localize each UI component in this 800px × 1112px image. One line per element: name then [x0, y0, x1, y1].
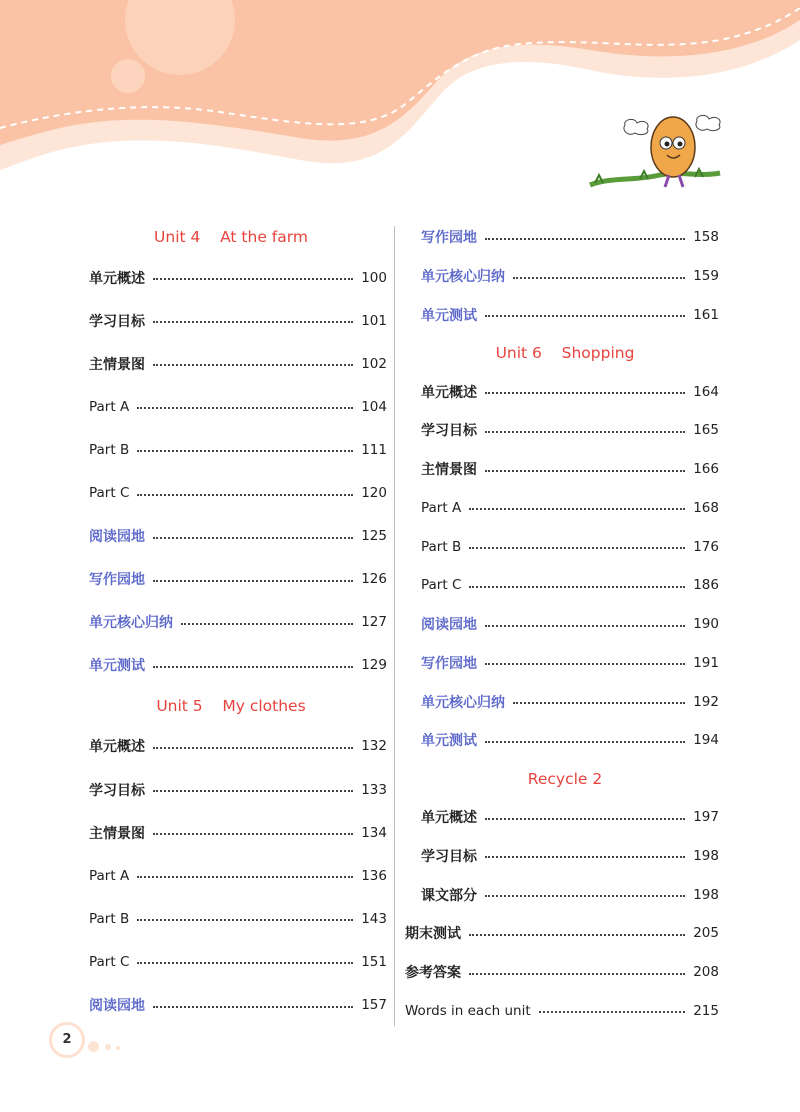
- toc-entry-page: 198: [693, 847, 719, 864]
- toc-entry-label: 参考答案: [405, 965, 461, 982]
- toc-entry[interactable]: [89, 984, 387, 1027]
- dot-leader: [485, 624, 685, 627]
- toc-entry[interactable]: [89, 897, 387, 940]
- toc-entry-page: 186: [693, 577, 719, 594]
- toc-entry[interactable]: [405, 914, 719, 953]
- unit-heading: Unit 4 At the farm: [154, 228, 308, 246]
- dot-leader: [469, 507, 685, 510]
- toc-entry-page: 101: [361, 312, 387, 329]
- toc-entry-page: 194: [693, 732, 719, 749]
- toc-entry[interactable]: [405, 992, 719, 1031]
- toc-entry-label: 单元核心归纳: [89, 615, 173, 632]
- toc-entry-page: 133: [361, 781, 387, 798]
- toc-entry[interactable]: [89, 558, 387, 601]
- toc-entry-page: 198: [693, 886, 719, 903]
- toc-entry[interactable]: [405, 489, 719, 528]
- toc-left-column: [89, 218, 387, 1027]
- toc-entry-label: Part B: [89, 910, 130, 927]
- dot-leader: [153, 536, 353, 539]
- toc-entry-label: 阅读园地: [89, 998, 145, 1015]
- dot-leader: [485, 662, 685, 665]
- dot-leader: [153, 832, 353, 835]
- toc-entry-label: Part C: [89, 485, 130, 502]
- toc-entry-label: Part B: [89, 441, 130, 458]
- toc-entry-label: 学习目标: [421, 848, 477, 865]
- mango-character-icon: [585, 105, 725, 195]
- toc-entry[interactable]: [89, 940, 387, 983]
- dot-leader: [485, 817, 685, 820]
- toc-entry-label: 课文部分: [421, 887, 477, 904]
- dot-leader: [485, 469, 685, 472]
- dot-leader: [469, 546, 685, 549]
- toc-entry[interactable]: [89, 601, 387, 644]
- toc-entry-label: 单元概述: [89, 739, 145, 756]
- toc-entry-label: 写作园地: [421, 230, 477, 247]
- toc-entry-label: 学习目标: [421, 423, 477, 440]
- toc-entry-page: 125: [361, 528, 387, 545]
- toc-entry-page: 168: [693, 499, 719, 516]
- dot-leader: [153, 746, 353, 749]
- toc-entry[interactable]: [405, 953, 719, 992]
- toc-entry[interactable]: [405, 798, 719, 837]
- toc-entry-page: 126: [361, 571, 387, 588]
- toc-entry-label: 单元概述: [421, 810, 477, 827]
- toc-entry-page: 132: [361, 738, 387, 755]
- toc-entry[interactable]: [89, 725, 387, 768]
- dot-leader: [469, 972, 685, 975]
- decorative-dot: [88, 1041, 99, 1052]
- toc-entry-label: 学习目标: [89, 313, 145, 330]
- dot-leader: [469, 933, 685, 936]
- dot-leader: [137, 449, 353, 452]
- toc-entry-page: 104: [361, 398, 387, 415]
- toc-entry[interactable]: [89, 299, 387, 342]
- toc-entry-page: 151: [361, 953, 387, 970]
- toc-entry[interactable]: [405, 875, 719, 914]
- toc-entry-label: 主情景图: [421, 462, 477, 479]
- unit-heading: Recycle 2: [527, 769, 603, 788]
- toc-entry-page: 129: [361, 657, 387, 674]
- toc-entry-label: 写作园地: [89, 572, 145, 589]
- toc-entry[interactable]: [89, 811, 387, 854]
- toc-entry[interactable]: [89, 342, 387, 385]
- dot-leader: [153, 277, 353, 280]
- toc-entry-label: 单元测试: [89, 658, 145, 675]
- toc-entry[interactable]: [405, 218, 719, 257]
- dot-leader: [181, 622, 353, 625]
- toc-entry-page: 166: [693, 461, 719, 478]
- toc-entry[interactable]: [89, 428, 387, 471]
- toc-entry-page: 215: [693, 1002, 719, 1019]
- toc-entry[interactable]: [405, 566, 719, 605]
- toc-entry-page: 208: [693, 964, 719, 981]
- toc-entry[interactable]: [405, 411, 719, 450]
- toc-entry-page: 176: [693, 538, 719, 555]
- toc-entry[interactable]: [405, 644, 719, 683]
- toc-entry-page: 134: [361, 824, 387, 841]
- toc-entry-label: Part A: [89, 398, 130, 415]
- toc-entry-label: 单元测试: [421, 307, 477, 324]
- toc-entry-page: 165: [693, 422, 719, 439]
- toc-entry-label: 阅读园地: [421, 617, 477, 634]
- toc-entry-label: 单元核心归纳: [421, 694, 505, 711]
- toc-entry-label: 阅读园地: [89, 529, 145, 546]
- dot-leader: [485, 430, 685, 433]
- unit-heading: Unit 5 My clothes: [156, 696, 306, 715]
- toc-entry-label: 单元核心归纳: [421, 269, 505, 286]
- dot-leader: [485, 314, 685, 317]
- toc-entry[interactable]: [89, 256, 387, 299]
- toc-entry-page: 157: [361, 997, 387, 1014]
- toc-entry-label: Words in each unit: [405, 1002, 531, 1019]
- toc-entry-page: 164: [693, 383, 719, 400]
- toc-entry-page: 127: [361, 614, 387, 631]
- toc-entry[interactable]: [405, 682, 719, 721]
- unit-heading: Unit 6 Shopping: [495, 344, 635, 363]
- toc-entry-label: 期末测试: [405, 926, 461, 943]
- dot-leader: [153, 579, 353, 582]
- dot-leader: [539, 1010, 685, 1013]
- toc-entry-label: 主情景图: [89, 825, 145, 842]
- column-divider: [394, 226, 395, 1026]
- toc-entry-label: Part C: [421, 577, 462, 594]
- toc-entry-label: Part A: [89, 867, 130, 884]
- toc-entry[interactable]: [89, 768, 387, 811]
- dot-leader: [137, 918, 353, 921]
- toc-entry-page: 102: [361, 355, 387, 372]
- dot-leader: [469, 585, 685, 588]
- dot-leader: [153, 789, 353, 792]
- dot-leader: [137, 961, 353, 964]
- toc-entry-page: 197: [693, 809, 719, 826]
- toc-entry-page: 158: [693, 229, 719, 246]
- toc-entry[interactable]: [405, 721, 719, 760]
- toc-entry[interactable]: [89, 644, 387, 687]
- toc-entry-label: 单元测试: [421, 733, 477, 750]
- toc-entry[interactable]: [405, 527, 719, 566]
- toc-entry-label: Part A: [421, 499, 462, 516]
- toc-entry-label: 学习目标: [89, 782, 145, 799]
- dot-leader: [137, 493, 353, 496]
- toc-entry-label: 单元概述: [89, 270, 145, 287]
- toc-entry-page: 111: [361, 441, 387, 458]
- toc-entry[interactable]: [405, 372, 719, 411]
- toc-entry-page: 191: [693, 654, 719, 671]
- toc-entry[interactable]: [89, 515, 387, 558]
- dot-leader: [485, 855, 685, 858]
- toc-entry-label: 主情景图: [89, 356, 145, 373]
- dot-leader: [153, 1005, 353, 1008]
- dot-leader: [485, 391, 685, 394]
- toc-entry[interactable]: [89, 854, 387, 897]
- dot-leader: [153, 363, 353, 366]
- toc-entry-page: 192: [693, 693, 719, 710]
- dot-leader: [485, 740, 685, 743]
- dot-leader: [137, 875, 353, 878]
- toc-entry-page: 100: [361, 269, 387, 286]
- dot-leader: [153, 320, 353, 323]
- toc-entry-page: 159: [693, 268, 719, 285]
- decorative-dot: [105, 1044, 111, 1050]
- toc-entry-page: 190: [693, 616, 719, 633]
- toc-entry[interactable]: [89, 471, 387, 514]
- decorative-dot: [116, 1046, 120, 1050]
- toc-entry[interactable]: [89, 385, 387, 428]
- toc-entry-page: 143: [361, 910, 387, 927]
- toc-entry-label: Part B: [421, 538, 462, 555]
- toc-entry-page: 136: [361, 867, 387, 884]
- toc-entry-label: 单元概述: [421, 384, 477, 401]
- dot-leader: [485, 237, 685, 240]
- toc-entry-label: 写作园地: [421, 655, 477, 672]
- dot-leader: [513, 276, 685, 279]
- page-number: 2: [49, 1022, 85, 1058]
- dot-leader: [153, 665, 353, 668]
- toc-entry-label: Part C: [89, 953, 130, 970]
- toc-entry-page: 161: [693, 306, 719, 323]
- toc-entry[interactable]: [405, 450, 719, 489]
- toc-entry[interactable]: [405, 837, 719, 876]
- toc-entry[interactable]: [405, 257, 719, 296]
- toc-entry[interactable]: [405, 605, 719, 644]
- dot-leader: [485, 894, 685, 897]
- dot-leader: [513, 701, 685, 704]
- toc-entry-page: 120: [361, 485, 387, 502]
- toc-entry-page: 205: [693, 925, 719, 942]
- dot-leader: [137, 406, 353, 409]
- toc-entry[interactable]: [405, 296, 719, 335]
- toc-right-column: [405, 218, 719, 1030]
